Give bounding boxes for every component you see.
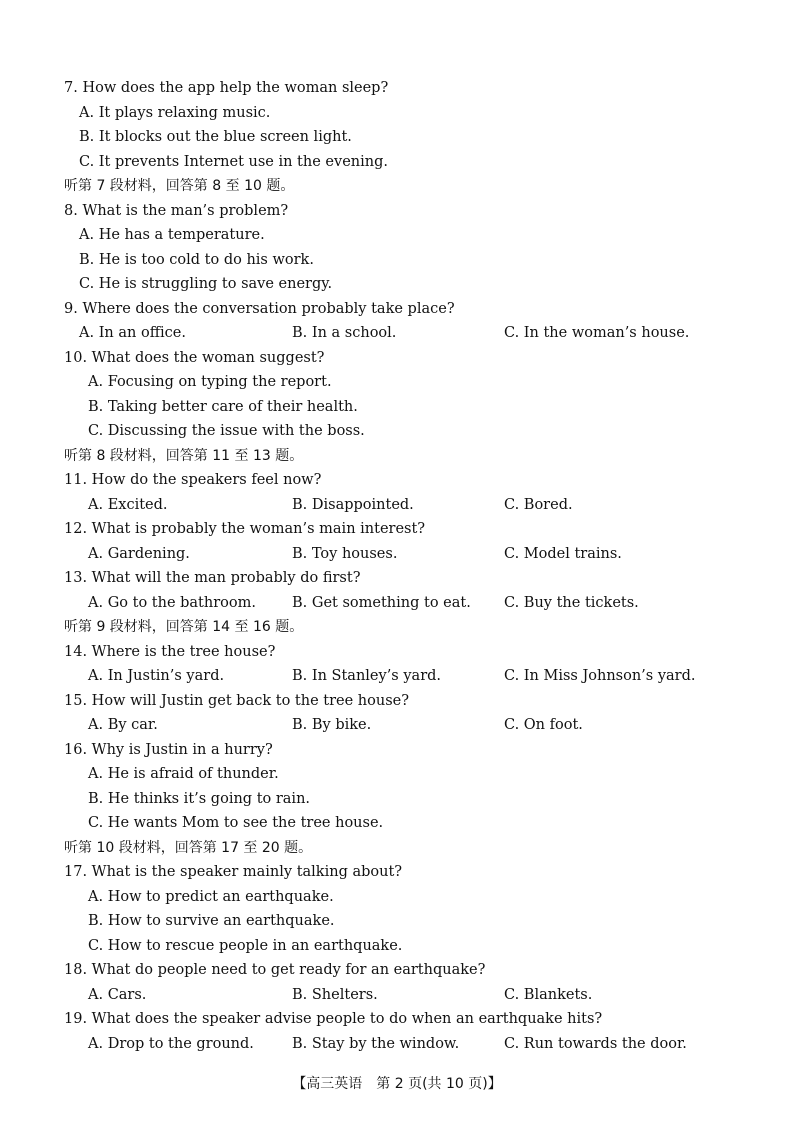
- section-instruction: 听第 8 段材料，回答第 11 至 13 题。: [64, 448, 304, 464]
- answer-option-c: C. Run towards the door.: [504, 1036, 687, 1052]
- section-instruction: 听第 10 段材料，回答第 17 至 20 题。: [64, 840, 313, 856]
- question-text: 18. What do people need to get ready for an earthquake?: [64, 962, 486, 978]
- answer-option-c: C. Bored.: [504, 497, 573, 513]
- answer-option-c: C. On foot.: [504, 717, 583, 733]
- answer-option-c: C. Blankets.: [504, 987, 593, 1003]
- question-text: 12. What is probably the woman’s main interest?: [64, 521, 426, 537]
- question-text: 14. Where is the tree house?: [64, 644, 276, 660]
- answer-option: A. He has a temperature.: [79, 227, 265, 243]
- answer-option-b: B. Stay by the window.: [292, 1036, 460, 1052]
- answer-option-b: B. By bike.: [292, 717, 372, 733]
- answer-option-a: A. Gardening.: [88, 546, 190, 562]
- answer-option: A. Focusing on typing the report.: [88, 374, 332, 390]
- question-text: 11. How do the speakers feel now?: [64, 472, 322, 488]
- answer-option: A. It plays relaxing music.: [79, 105, 271, 121]
- section-instruction: 听第 9 段材料，回答第 14 至 16 题。: [64, 619, 304, 635]
- answer-option: B. He thinks it’s going to rain.: [88, 791, 311, 807]
- question-text: 15. How will Justin get back to the tree house?: [64, 693, 409, 709]
- answer-option-a: A. In Justin’s yard.: [88, 668, 225, 684]
- answer-option-c: C. Model trains.: [504, 546, 622, 562]
- section-instruction: 听第 7 段材料，回答第 8 至 10 题。: [64, 178, 295, 194]
- answer-option: C. He is struggling to save energy.: [79, 276, 333, 292]
- answer-option: C. Discussing the issue with the boss.: [88, 423, 365, 439]
- answer-option: C. It prevents Internet use in the evening.: [79, 154, 388, 170]
- answer-option-a: A. Drop to the ground.: [88, 1036, 254, 1052]
- answer-option-c: C. Buy the tickets.: [504, 595, 639, 611]
- answer-option-b: B. Get something to eat.: [292, 595, 471, 611]
- question-text: 8. What is the man’s problem?: [64, 203, 289, 219]
- question-text: 13. What will the man probably do first?: [64, 570, 361, 586]
- answer-option: B. He is too cold to do his work.: [79, 252, 314, 268]
- page-footer: 【高三英语 第 2 页(共 10 页)】: [292, 1076, 502, 1092]
- answer-option-b: B. In a school.: [292, 325, 397, 341]
- answer-option-b: B. Disappointed.: [292, 497, 414, 513]
- question-text: 9. Where does the conversation probably take place?: [64, 301, 455, 317]
- answer-option-a: A. Excited.: [88, 497, 168, 513]
- question-text: 17. What is the speaker mainly talking about?: [64, 864, 403, 880]
- answer-option-b: B. In Stanley’s yard.: [292, 668, 442, 684]
- answer-option: C. How to rescue people in an earthquake.: [88, 938, 403, 954]
- answer-option: A. How to predict an earthquake.: [88, 889, 334, 905]
- answer-option: C. He wants Mom to see the tree house.: [88, 815, 384, 831]
- answer-option-a: A. In an office.: [79, 325, 186, 341]
- answer-option-a: A. Cars.: [88, 987, 147, 1003]
- question-text: 16. Why is Justin in a hurry?: [64, 742, 273, 758]
- question-text: 19. What does the speaker advise people to do when an earthquake hits?: [64, 1011, 603, 1027]
- answer-option-c: C. In Miss Johnson’s yard.: [504, 668, 696, 684]
- answer-option: B. It blocks out the blue screen light.: [79, 129, 352, 145]
- answer-option-b: B. Shelters.: [292, 987, 378, 1003]
- answer-option-a: A. Go to the bathroom.: [88, 595, 256, 611]
- answer-option-c: C. In the woman’s house.: [504, 325, 690, 341]
- question-text: 7. How does the app help the woman sleep?: [64, 80, 389, 96]
- answer-option: B. Taking better care of their health.: [88, 399, 358, 415]
- question-text: 10. What does the woman suggest?: [64, 350, 325, 366]
- answer-option: A. He is afraid of thunder.: [88, 766, 279, 782]
- answer-option-a: A. By car.: [88, 717, 158, 733]
- answer-option: B. How to survive an earthquake.: [88, 913, 335, 929]
- answer-option-b: B. Toy houses.: [292, 546, 398, 562]
